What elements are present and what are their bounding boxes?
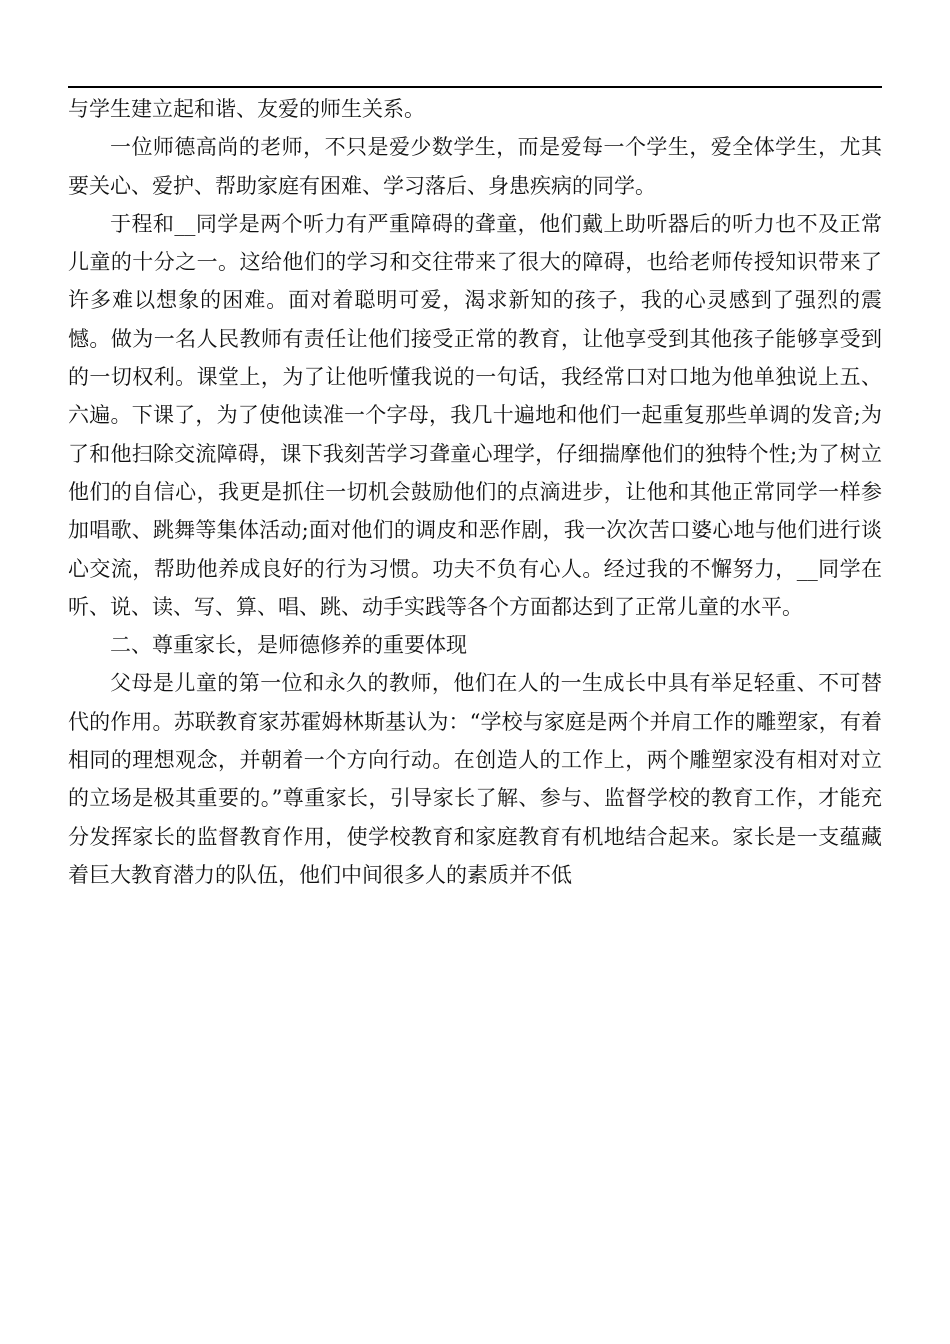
paragraph-continuation: 与学生建立起和谐、友爱的师生关系。 (68, 97, 425, 121)
header-rule (68, 86, 882, 88)
paragraph-love-every-student: 一位师德高尚的老师，不只是爱少数学生，而是爱每一个学生，爱全体学生，尤其要关心、爱护、帮助家庭有困难、学习落后、身患疾病的同学。 (68, 135, 882, 198)
paragraph-parents-role: 父母是儿童的第一位和永久的教师，他们在人的一生成长中具有举足轻重、不可替代的作用。苏联教育家苏霍姆林斯基认为：“学校与家庭是两个并肩工作的雕塑家，有着相同的理想观念，并朝着一个方向行动。在创造人的工作上，两个雕塑家没有相对对立的立场是极其重要的。”尊重家长，引导家长了解、参与、监督学校的教育工作，才能充分发挥家长的监督教育作用，使学校教育和家庭教育有机地结合起来。家长是一支蕴藏着巨大教育潜力的队伍，他们中间很多人的素质并不低 (68, 671, 882, 887)
document-body (68, 90, 882, 894)
section-heading-respect-parents: 二、尊重家长，是师德修养的重要体现 (110, 633, 467, 658)
paragraph-deaf-students-story: 于程和__同学是两个听力有严重障碍的聋童，他们戴上助听器后的听力也不及正常儿童的十分之一。这给他们的学习和交往带来了很大的障碍，也给老师传授知识带来了许多难以想象的困难。面对着聪明可爱，渴求新知的孩子，我的心灵感到了强烈的震憾。做为一名人民教师有责任让他们接受正常的教育，让他享受到其他孩子能够享受到的一切权利。课堂上，为了让他听懂我说的一句话，我经常口对口地为他单独说上五、六遍。下课了，为了使他读准一个字母，我几十遍地和他们一起重复那些单调的发音;为了和他扫除交流障碍，课下我刻苦学习聋童心理学，仔细揣摩他们的独特个性;为了树立他们的自信心，我更是抓住一切机会鼓励他们的点滴进步，让他和其他正常同学一样参加唱歌、跳舞等集体活动;面对他们的调皮和恶作剧，我一次次苦口婆心地与他们进行谈心交流，帮助他养成良好的行为习惯。功夫不负有心人。经过我的不懈努力，__同学在听、说、读、写、算、唱、跳、动手实践等各个方面都达到了正常儿童的水平。 (68, 211, 882, 619)
